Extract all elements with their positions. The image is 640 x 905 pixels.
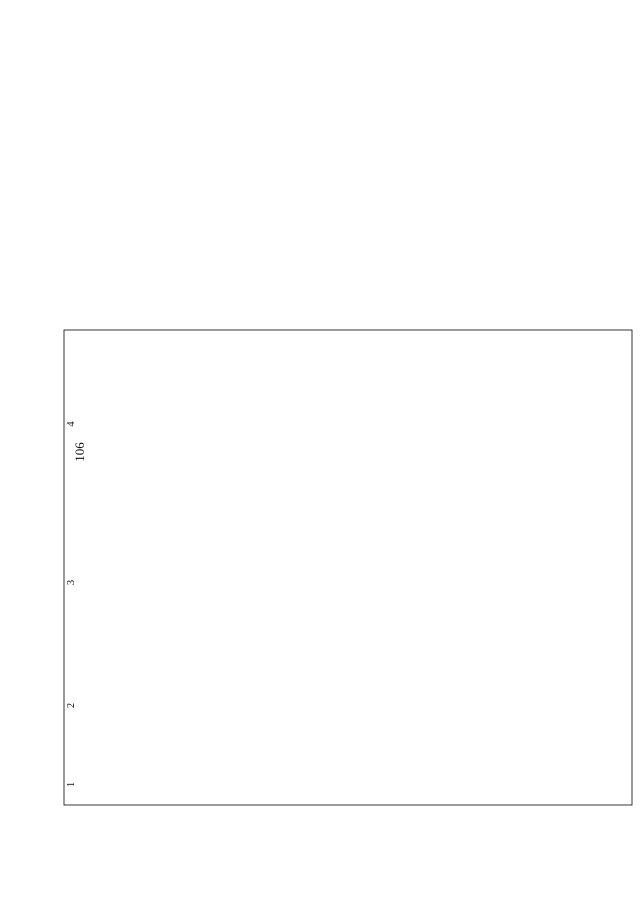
header-cell: 3 bbox=[66, 579, 77, 586]
header-cell: 1 bbox=[66, 781, 77, 788]
header-cell: 4 bbox=[66, 421, 77, 427]
table-frame bbox=[64, 330, 632, 805]
page-number: 106 bbox=[72, 442, 87, 462]
drug-classification-table bbox=[64, 330, 632, 805]
header-cell: 2 bbox=[66, 702, 77, 709]
